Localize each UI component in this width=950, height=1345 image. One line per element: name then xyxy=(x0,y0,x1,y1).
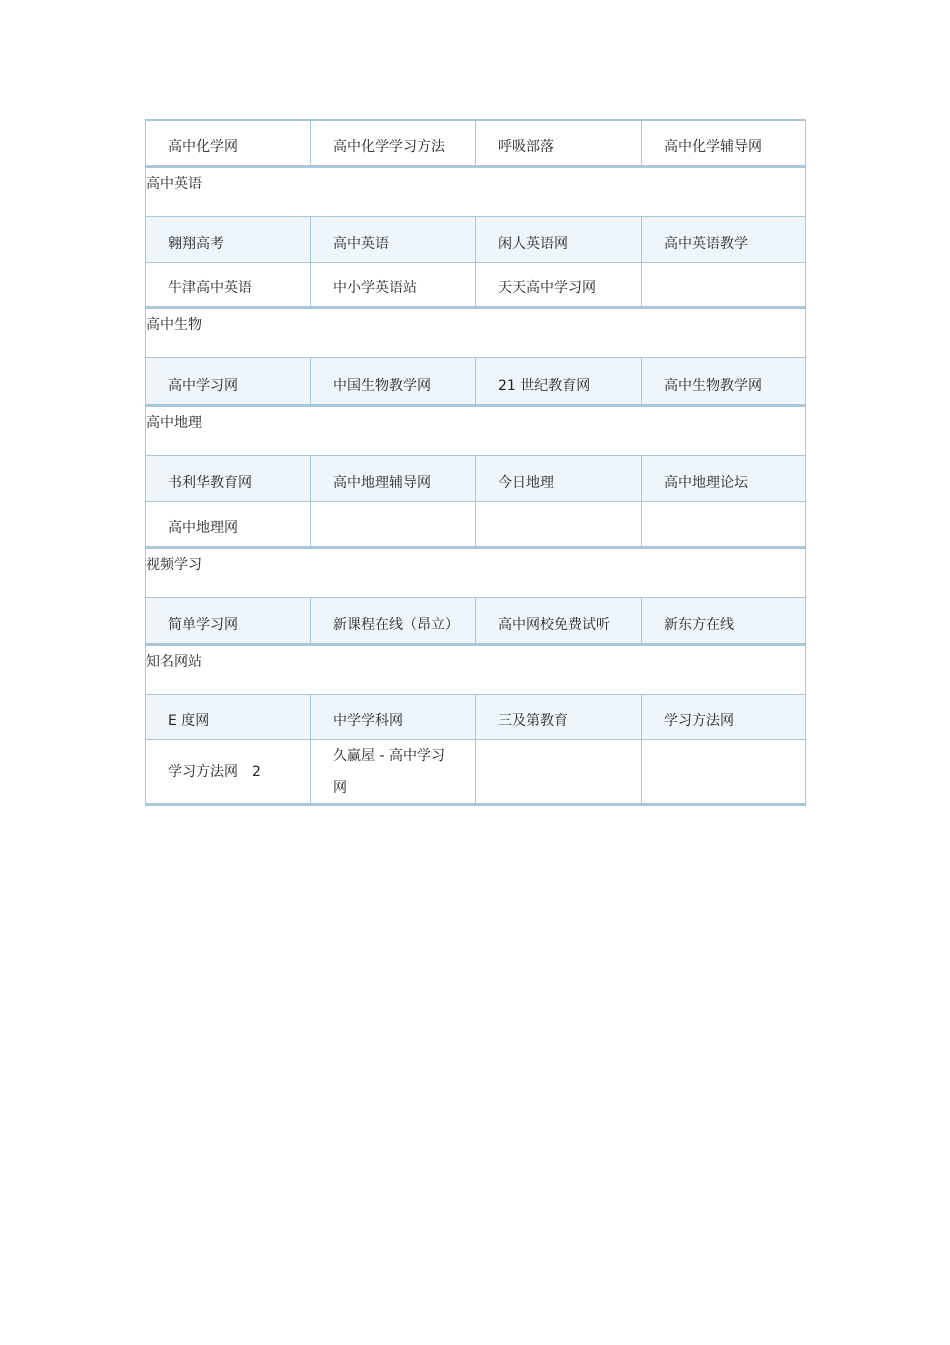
section-header-english xyxy=(145,165,806,217)
link-cell[interactable] xyxy=(310,597,476,644)
link-text[interactable]: 高中生物教学网 xyxy=(664,378,762,394)
link-cell[interactable] xyxy=(641,597,806,644)
section-header-biology xyxy=(145,306,806,358)
link-cell[interactable] xyxy=(475,455,642,502)
link-text[interactable]: 高中英语教学 xyxy=(664,236,748,252)
link-cell[interactable] xyxy=(310,216,476,263)
link-text[interactable]: 高中化学网 xyxy=(168,139,238,155)
link-text[interactable]: 三及第教育 xyxy=(498,713,568,729)
link-text[interactable]: 高中英语 xyxy=(333,236,389,252)
link-cell[interactable] xyxy=(145,694,311,740)
link-text[interactable]: 天天高中学习网 xyxy=(498,280,596,296)
link-text[interactable]: 书利华教育网 xyxy=(168,475,252,491)
link-cell[interactable] xyxy=(145,262,311,307)
link-text[interactable]: 学习方法网 2 xyxy=(168,763,261,780)
link-cell[interactable] xyxy=(475,119,642,166)
section-header-geography xyxy=(145,404,806,456)
link-text[interactable]: 学习方法网 xyxy=(664,713,734,729)
section-title: 高中英语 xyxy=(146,176,202,192)
link-cell[interactable] xyxy=(641,694,806,740)
link-text[interactable]: 简单学习网 xyxy=(168,617,238,633)
link-text[interactable]: E 度网 xyxy=(168,713,210,729)
link-text[interactable]: 高中学习网 xyxy=(168,378,238,394)
link-text[interactable]: 中学学科网 xyxy=(333,713,403,729)
link-text-line2[interactable]: 网 xyxy=(333,779,347,796)
link-cell[interactable] xyxy=(641,455,806,502)
section-title: 高中地理 xyxy=(146,415,202,431)
section-header-video xyxy=(145,546,806,598)
link-cell[interactable] xyxy=(641,216,806,263)
link-cell[interactable] xyxy=(310,739,476,806)
link-cell[interactable] xyxy=(310,455,476,502)
empty-cell xyxy=(641,262,806,307)
section-title: 高中生物 xyxy=(146,317,202,333)
link-text[interactable]: 高中地理论坛 xyxy=(664,475,748,491)
link-text[interactable]: 中小学英语站 xyxy=(333,280,417,296)
link-text[interactable]: 翱翔高考 xyxy=(168,236,224,252)
link-text[interactable]: 今日地理 xyxy=(498,475,554,491)
empty-cell xyxy=(310,501,476,547)
link-text[interactable]: 高中地理辅导网 xyxy=(333,475,431,491)
link-text[interactable]: 牛津高中英语 xyxy=(168,280,252,296)
link-cell[interactable] xyxy=(145,357,311,405)
link-cell[interactable] xyxy=(145,739,311,806)
link-cell[interactable] xyxy=(475,694,642,740)
link-text[interactable]: 闲人英语网 xyxy=(498,236,568,252)
link-cell[interactable] xyxy=(641,357,806,405)
section-title: 知名网站 xyxy=(146,654,202,670)
empty-cell xyxy=(641,739,806,806)
link-cell[interactable] xyxy=(310,694,476,740)
link-cell[interactable] xyxy=(475,216,642,263)
link-text[interactable]: 高中化学学习方法 xyxy=(333,139,445,155)
section-title: 视频学习 xyxy=(146,557,202,573)
link-cell[interactable] xyxy=(145,501,311,547)
link-cell[interactable] xyxy=(310,357,476,405)
link-cell[interactable] xyxy=(145,597,311,644)
link-text[interactable]: 21 世纪教育网 xyxy=(498,378,591,394)
link-cell[interactable] xyxy=(145,119,311,166)
link-text-line1[interactable]: 久赢屋 - 高中学习 xyxy=(333,747,445,764)
link-text[interactable]: 高中化学辅导网 xyxy=(664,139,762,155)
link-cell[interactable] xyxy=(310,262,476,307)
link-cell[interactable] xyxy=(475,262,642,307)
link-text[interactable]: 中国生物教学网 xyxy=(333,378,431,394)
empty-cell xyxy=(641,501,806,547)
link-cell[interactable] xyxy=(475,357,642,405)
link-cell[interactable] xyxy=(475,597,642,644)
link-text[interactable]: 新课程在线（昂立） xyxy=(333,617,459,633)
link-cell[interactable] xyxy=(310,119,476,166)
link-cell[interactable] xyxy=(641,119,806,166)
empty-cell xyxy=(475,501,642,547)
link-cell[interactable] xyxy=(145,216,311,263)
link-text[interactable]: 高中网校免费试听 xyxy=(498,617,610,633)
link-text[interactable]: 新东方在线 xyxy=(664,617,734,633)
link-text[interactable]: 高中地理网 xyxy=(168,520,238,536)
empty-cell xyxy=(475,739,642,806)
section-header-famous xyxy=(145,643,806,695)
link-text[interactable]: 呼吸部落 xyxy=(498,139,554,155)
link-cell[interactable] xyxy=(145,455,311,502)
